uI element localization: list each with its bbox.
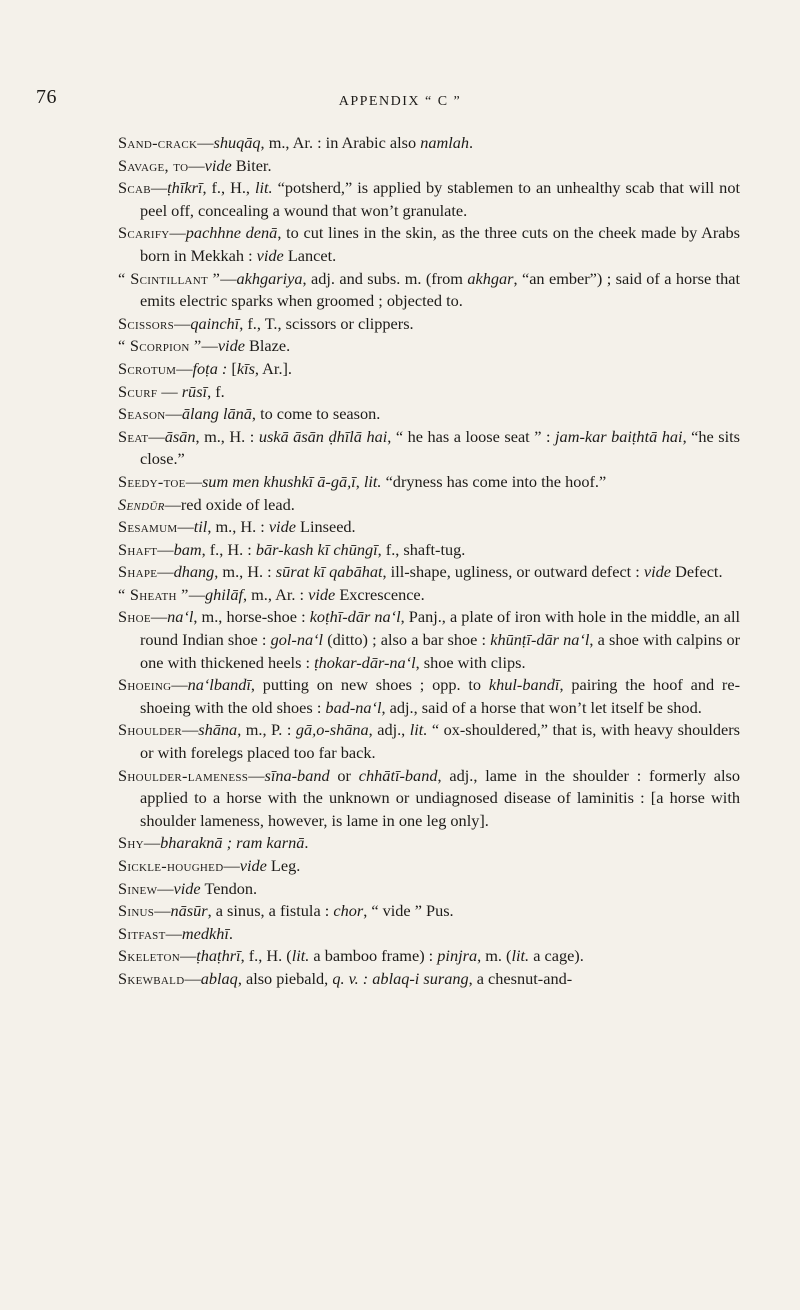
glossary-entry (118, 832, 740, 855)
entry-headword: Sinus (118, 901, 155, 921)
glossary-entry (118, 516, 740, 539)
entry-text: , a shoe with calpins or one with thickened heels : (140, 630, 741, 672)
entry-term: sīna-band (264, 765, 330, 785)
entry-text: — (188, 584, 205, 604)
entry-text: Blaze. (244, 336, 291, 356)
entry-headword: Scrotum (118, 358, 177, 378)
entry-text: , m., P. : (237, 720, 296, 740)
entry-text: , m. ( (477, 946, 512, 966)
entry-term: medkhī (181, 923, 229, 943)
entry-headword: Scurf (118, 381, 158, 401)
entry-text: — (185, 471, 202, 491)
entry-headword: Shape (118, 562, 158, 582)
entry-term: gā,o-shāna (295, 720, 369, 740)
glossary-entry (118, 719, 740, 764)
entry-headword: Season (118, 404, 166, 424)
entry-term: bam (173, 539, 202, 559)
entry-text: — (157, 539, 174, 559)
entry-headword: Savage, to (118, 155, 189, 175)
entry-text: — (171, 675, 188, 695)
entry-text: — (197, 133, 214, 152)
entry-text: —red oxide of lead. (164, 494, 295, 514)
entry-term: lit. (409, 720, 428, 740)
entry-headword: Seedy-toe (118, 471, 186, 491)
entry-text: , m., H. : (195, 426, 259, 446)
entry-term: sum men khushkī ā-gā,ī (201, 471, 356, 491)
entry-text: , Panj., a plate of iron with hole in the middle, an all round Indian shoe : (140, 607, 741, 650)
entry-text: , “an ember”) ; said of a horse that emits electric sparks when groomed ; objected to. (140, 268, 740, 311)
glossary-entry (118, 945, 740, 968)
entry-text: . (228, 923, 233, 943)
entry-text: — (169, 223, 186, 243)
entry-term: shuqāq (213, 133, 261, 152)
entry-text: , pairing the hoof and re-shoeing with the old shoes : (140, 675, 741, 717)
entry-term: vide (643, 562, 671, 582)
entry-term: ṭhaṭhrī (196, 946, 241, 966)
entry-headword: Sendūr (118, 494, 165, 514)
entry-term: vide (268, 517, 296, 537)
glossary-entries (118, 132, 740, 991)
entry-text: (ditto) ; also a bar shoe : (323, 630, 491, 650)
glossary-entry (118, 335, 740, 358)
glossary-entry (118, 426, 740, 471)
entry-headword: “ Sheath ” (118, 584, 189, 604)
entry-term: ṭhīkrī (167, 178, 203, 198)
glossary-entry (118, 222, 740, 267)
entry-term: foṭa : (192, 358, 228, 378)
entry-term: vide (256, 245, 284, 265)
entry-text: — (179, 946, 197, 966)
entry-term: āsān (164, 426, 196, 446)
entry-text: , to come to season. (251, 404, 381, 424)
entry-term: ablaq-i surang (372, 968, 469, 988)
entry-text: , f., shaft-tug. (377, 539, 466, 559)
entry-headword: Sickle-houghed (118, 856, 224, 875)
entry-text: — (223, 856, 240, 875)
entry-headword: Shoe (118, 607, 151, 627)
entry-term: kīs (236, 358, 255, 378)
entry-text: , to cut lines in the skin, as the three cuts on the cheek made by Arabs born in Mekkah : (140, 223, 741, 265)
entry-term: lit. (511, 946, 530, 966)
entry-text: , “ vide ” Pus. (363, 901, 454, 921)
entry-headword: Scarify (118, 223, 170, 243)
entry-term: uskā āsān ḍhīlā hai (258, 426, 388, 446)
entry-text: “ ox-shouldered,” that is, with heavy shoulders or with forelegs placed too far back. (140, 720, 741, 763)
entry-headword: Shaft (118, 539, 158, 559)
entry-text: , adj., (368, 720, 410, 740)
entry-text: — (148, 426, 165, 446)
entry-text: , f., H., (202, 178, 255, 198)
entry-term: namlah (420, 133, 470, 152)
entry-headword: Sitfast (118, 923, 166, 943)
entry-term: ālang lānā (181, 404, 252, 424)
entry-text: — (157, 878, 174, 898)
entry-text: — (174, 313, 191, 333)
entry-text: , Ar.]. (254, 358, 293, 378)
entry-term: pachhne denā (185, 223, 278, 243)
entry-term: vide (308, 584, 336, 604)
entry-term: til (193, 517, 208, 537)
glossary-entry (118, 381, 740, 404)
entry-text: — (154, 901, 171, 921)
entry-headword: Skewbald (118, 968, 185, 988)
entry-term: dhang (173, 562, 215, 582)
entry-text: , f. (207, 381, 225, 401)
entry-text: Excrescence. (335, 584, 425, 604)
glossary-entry (118, 494, 740, 517)
entry-term: bharaknā ; ram karnā (160, 833, 305, 853)
entry-term: nāsūr (170, 901, 208, 921)
entry-text: [ (227, 358, 237, 378)
glossary-entry (118, 132, 740, 155)
entry-text: — (182, 720, 199, 740)
glossary-entry (118, 606, 740, 674)
entry-text: — (248, 765, 265, 785)
entry-term: ghilāf (204, 584, 243, 604)
glossary-entry (118, 584, 740, 607)
entry-text: , (355, 471, 364, 491)
glossary-entry (118, 968, 740, 991)
entry-headword: Shoulder (118, 720, 183, 740)
entry-term: bār-kash kī chūngī (255, 539, 378, 559)
entry-text: , shoe with clips. (415, 652, 526, 672)
entry-term: jam-kar baiṭhtā hai (555, 426, 683, 446)
glossary-entry (118, 358, 740, 381)
entry-text: Tendon. (200, 878, 258, 898)
entry-text: — (165, 923, 182, 943)
glossary-entry (118, 177, 740, 222)
entry-text: , a sinus, a fistula : (207, 901, 334, 921)
entry-text: Biter. (231, 155, 272, 175)
entry-text: , f., H. ( (240, 946, 292, 966)
entry-term: akhgar (467, 268, 514, 288)
entry-headword: “ Scorpion ” (118, 336, 202, 356)
entry-text: Lancet. (283, 245, 337, 265)
entry-text: — (220, 268, 237, 288)
entry-headword: Seat (118, 426, 149, 446)
entry-text: , m., Ar. : in Arabic also (260, 133, 421, 152)
entry-term: vide (217, 336, 245, 356)
entry-text: “dryness has come into the hoof.” (381, 471, 607, 491)
entry-term: chhātī-band (358, 765, 438, 785)
entry-headword: Sand-crack (118, 133, 198, 152)
entry-text: — (150, 178, 168, 198)
entry-term: na‘l (167, 607, 194, 627)
entry-headword: “ Scintillant ” (118, 268, 221, 288)
glossary-entry (118, 674, 740, 719)
glossary-entry (118, 313, 740, 336)
entry-text: — (143, 833, 161, 853)
entry-text: or (329, 765, 359, 785)
entry-text: , putting on new shoes ; opp. to (250, 675, 489, 695)
entry-text: — (201, 336, 218, 356)
entry-text: , “he sits close.” (140, 426, 741, 469)
entry-term: sūrat kī qabāhat (275, 562, 383, 582)
glossary-entry (118, 539, 740, 562)
entry-term: ablaq (200, 968, 238, 988)
entry-term: shāna (198, 720, 238, 740)
entry-headword: Sinew (118, 878, 158, 898)
entry-text: , ill-shape, ugliness, or outward defect : (382, 562, 644, 582)
entry-text: — (150, 607, 168, 627)
entry-text: Defect. (671, 562, 723, 582)
entry-headword: Scissors (118, 313, 175, 333)
entry-text: Leg. (266, 856, 301, 875)
entry-headword: Shy (118, 833, 144, 853)
glossary-entry (118, 900, 740, 923)
entry-text: , m., H. : (214, 562, 276, 582)
entry-text: , adj. and subs. m. (from (302, 268, 468, 288)
entry-text: — (184, 968, 201, 988)
entry-text: — (176, 358, 193, 378)
entry-text: , adj., lame in the shoulder : formerly also applied to a horse with the unknown or undiagnosed disease of laminitis : [a horse with shoulder lameness, however, is lame in one leg only]. (140, 765, 741, 830)
entry-headword: Shoulder-lameness (118, 765, 249, 785)
entry-text: , m., horse-shoe : (193, 607, 310, 627)
entry-text: . (469, 133, 474, 152)
glossary-entry (118, 923, 740, 946)
entry-text: — (165, 404, 182, 424)
entry-term: rūsī (181, 381, 208, 401)
entry-text: — (157, 381, 182, 401)
entry-term: vide (239, 856, 267, 875)
entry-text: , adj., said of a horse that won’t let itself be shod. (381, 697, 702, 717)
entry-term: pinjra (437, 946, 478, 966)
entry-text: , also piebald, (237, 968, 333, 988)
entry-text: , f., H. : (201, 539, 256, 559)
glossary-entry (118, 268, 740, 313)
entry-term: lit. (291, 946, 310, 966)
entry-text: — (157, 562, 174, 582)
entry-text: a bamboo frame) : (309, 946, 438, 966)
entry-headword: Sesamum (118, 517, 178, 537)
running-head: APPENDIX “ C ” (338, 94, 462, 109)
entry-text: — (177, 517, 194, 537)
entry-term: chor (333, 901, 364, 921)
entry-term: koṭhī-dār na‘l (309, 607, 401, 627)
entry-text: a cage). (529, 946, 584, 966)
entry-text: Linseed. (295, 517, 356, 537)
entry-term: gol-na‘l (270, 630, 324, 650)
glossary-entry (118, 403, 740, 426)
entry-term: qainchī (190, 313, 240, 333)
entry-term: akhgariya (236, 268, 303, 288)
glossary-entry (118, 765, 740, 833)
entry-headword: Shoeing (118, 675, 172, 695)
entry-text: , f., T., scissors or clippers. (239, 313, 414, 333)
entry-text: , “ he has a loose seat ” : (387, 426, 556, 446)
glossary-entry (118, 471, 740, 494)
glossary-entry (118, 855, 740, 878)
entry-term: ṭhokar-dār-na‘l (314, 652, 416, 672)
entry-term: na‘lbandī (187, 675, 251, 695)
entry-term: vide (173, 878, 201, 898)
entry-text: , m., Ar. : (242, 584, 309, 604)
entry-text: — (188, 155, 205, 175)
entry-term: bad-na‘l (325, 697, 382, 717)
entry-text: “potsherd,” is applied by stablemen to an unhealthy scab that will not peel off, concealing a wound that won’t granulate. (140, 178, 740, 220)
page-number: 76 (36, 86, 57, 108)
entry-term: lit. (363, 471, 382, 491)
glossary-entry (118, 561, 740, 584)
entry-headword: Scab (118, 178, 151, 198)
entry-term: khūnṭī-dār na‘l (490, 630, 590, 650)
entry-term: q. v. : (332, 968, 369, 988)
entry-headword: Skeleton (118, 946, 180, 966)
entry-term: khul-bandī (488, 675, 560, 695)
glossary-entry (118, 155, 740, 178)
entry-term: lit. (254, 178, 273, 198)
entry-text: , m., H. : (207, 517, 269, 537)
entry-text: , a chesnut-and- (468, 968, 573, 988)
entry-term: vide (204, 155, 232, 175)
entry-text: . (304, 833, 309, 853)
glossary-entry (118, 878, 740, 901)
